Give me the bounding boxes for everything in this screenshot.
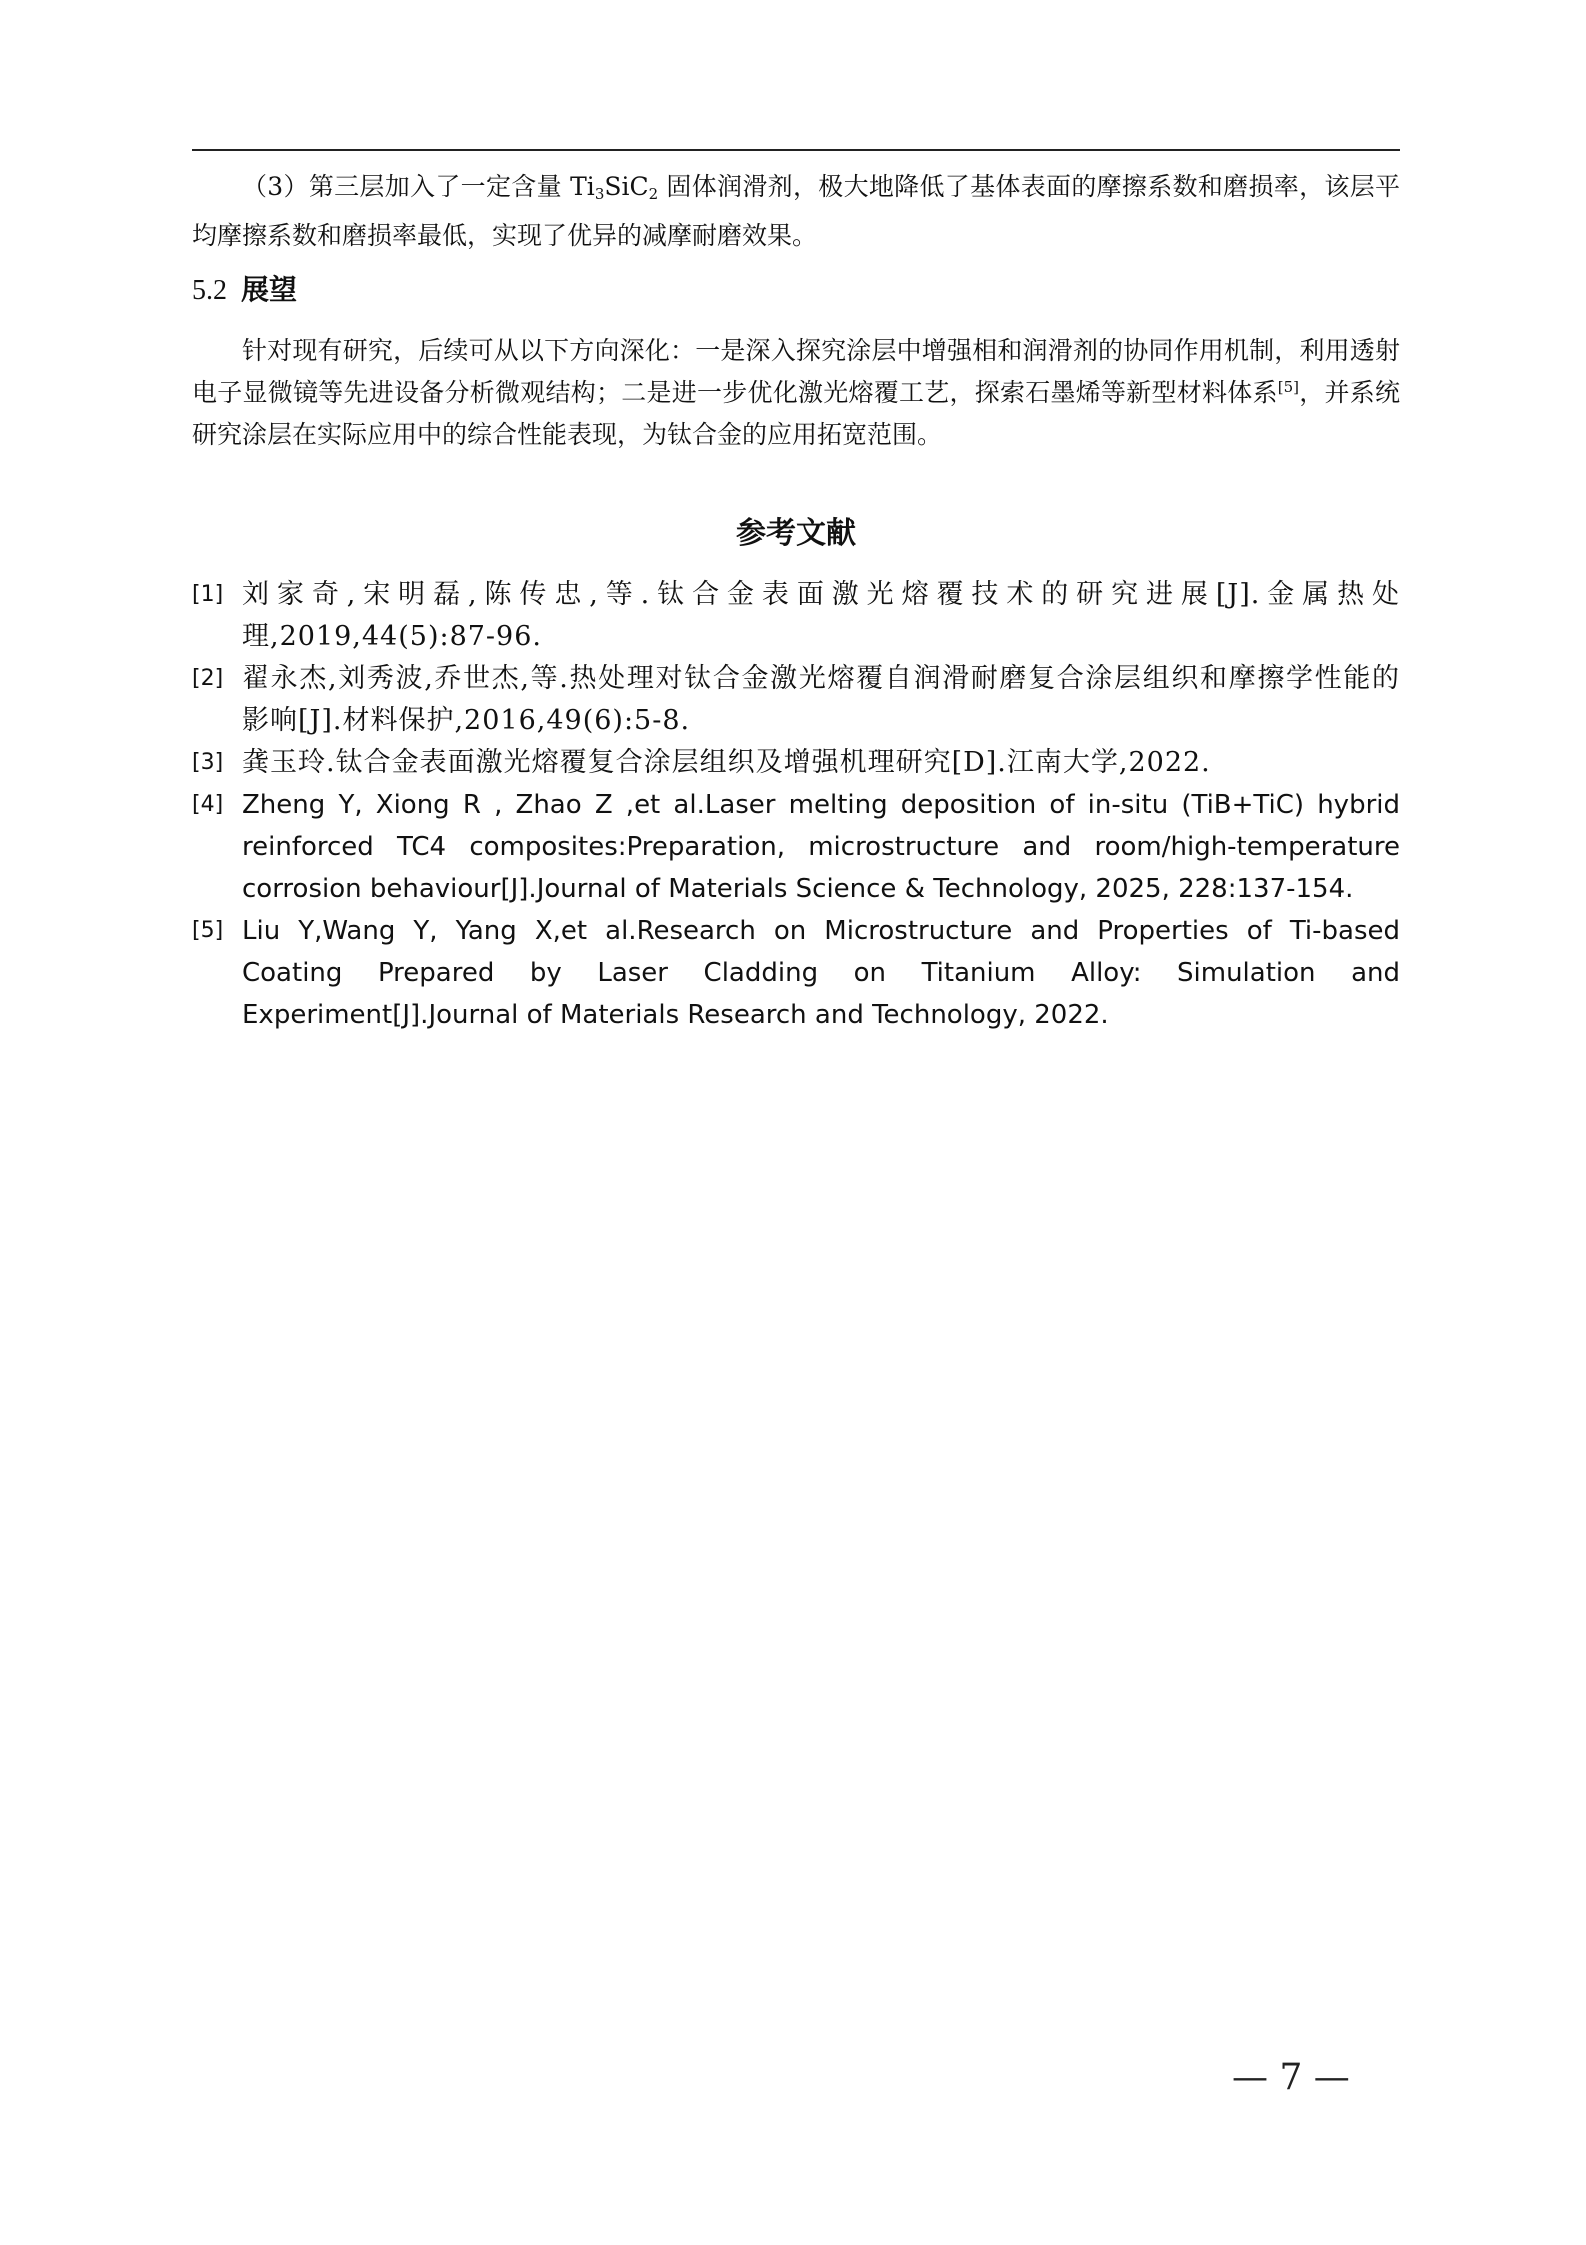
citation-superscript: [5] (1277, 378, 1299, 396)
reference-text: 龚玉玲.钛合金表面激光熔覆复合涂层组织及增强机理研究[D].江南大学,2022. (242, 747, 1211, 778)
subscript-2: 2 (648, 184, 659, 203)
header-rule (192, 149, 1400, 151)
reference-list (192, 574, 1400, 1036)
reference-label: [1] (192, 582, 224, 607)
reference-item (192, 574, 1400, 658)
conclusion-item-3-suffix: 固体润滑剂，极大地降低了基体表面的摩擦系数和磨损率，该层平均摩擦系数和磨损率最低，实现了优异的减摩耐磨效果。 (192, 172, 1400, 250)
reference-text: Zheng Y, Xiong R , Zhao Z ,et al.Laser melting deposition of in-situ (TiB+TiC) hybrid reinforced TC4 composites:Preparation, microstructure and room/high-temperature corrosion behaviour[J].Journal of Materials Science & Technology, 2025, 228:137-154. (242, 790, 1400, 904)
reference-item (192, 742, 1400, 784)
conclusion-item-3 (192, 166, 1400, 257)
reference-label: [5] (192, 918, 224, 943)
section-title: 展望 (241, 273, 298, 306)
page-number: — 7 — (1232, 2057, 1350, 2098)
reference-item (192, 784, 1400, 910)
references-title: 参考文献 (736, 516, 856, 551)
reference-item (192, 910, 1400, 1036)
conclusion-item-3-prefix: （3）第三层加入了一定含量 Ti (242, 172, 595, 201)
subscript-3: 3 (594, 184, 605, 203)
reference-text: 刘家奇,宋明磊,陈传忠,等.钛合金表面激光熔覆技术的研究进展[J].金属热处理,2019,44(5):87-96. (242, 579, 1400, 652)
reference-label: [2] (192, 666, 224, 691)
reference-text: 翟永杰,刘秀波,乔世杰,等.热处理对钛合金激光熔覆自润滑耐磨复合涂层组织和摩擦学性能的影响[J].材料保护,2016,49(6):5-8. (242, 663, 1400, 736)
section-heading-outlook (192, 270, 297, 311)
reference-label: [4] (192, 792, 224, 817)
outlook-text-before: 针对现有研究，后续可从以下方向深化：一是深入探究涂层中增强相和润滑剂的协同作用机制，利用透射电子显微镜等先进设备分析微观结构；二是进一步优化激光熔覆工艺，探索石墨烯等新型材料体系 (192, 336, 1400, 407)
section-number: 5.2 (192, 275, 227, 306)
reference-text: Liu Y,Wang Y, Yang X,et al.Research on Microstructure and Properties of Ti-based Coating Prepared by Laser Cladding on Titanium Alloy: Simulation and Experiment[J].Journal of Materials Research and Technology, 2022. (242, 916, 1400, 1030)
reference-item (192, 658, 1400, 742)
reference-label: [3] (192, 750, 224, 775)
conclusion-item-3-mid: SiC (604, 172, 649, 201)
outlook-text-after: ，并系统研究涂层在实际应用中的综合性能表现，为钛合金的应用拓宽范围。 (192, 378, 1400, 449)
outlook-paragraph (192, 330, 1400, 456)
